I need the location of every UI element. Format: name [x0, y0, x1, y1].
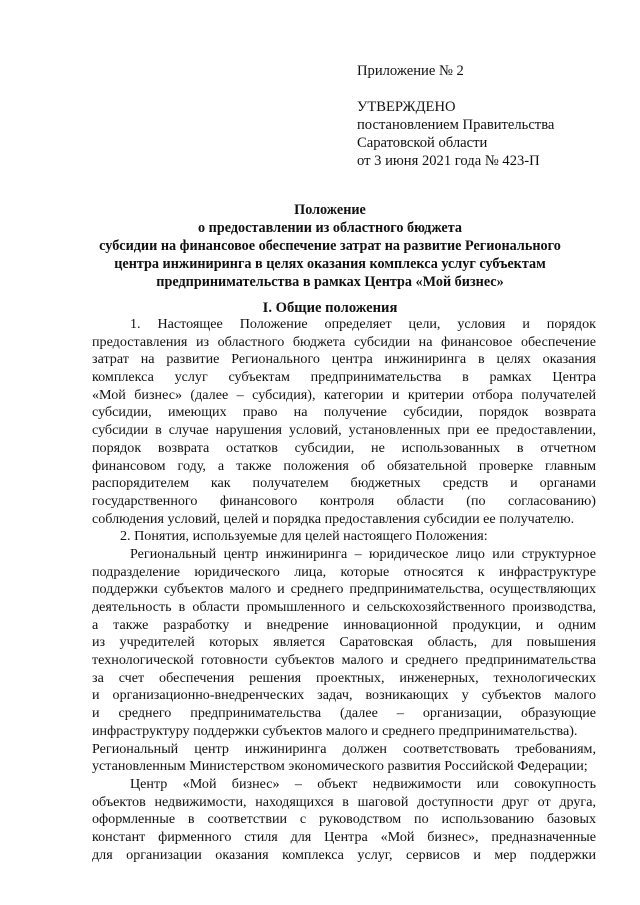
body-line: порядок возврата остатков субсидии, не использованных в отчетном — [92, 439, 596, 456]
title-line-1: Положение — [294, 202, 366, 218]
body-line: соблюдения условий, целей и порядка предоставления субсидии ее получателю. — [92, 510, 575, 527]
body-line: объектов недвижимости, находящихся в шаговой доступности друг от друга, — [92, 793, 596, 810]
body-line: и среднего предпринимательства (далее – организации, образующие — [92, 705, 596, 722]
document-title — [60, 201, 600, 291]
approval-line-2: Саратовской области — [357, 135, 488, 151]
approval-line-1: постановлением Правительства — [357, 117, 555, 133]
body-line: Региональный центр инжиниринга – юридическое лицо или структурное — [130, 545, 596, 562]
approval-spacer — [357, 80, 617, 98]
title-line-4: центра инжиниринга в целях оказания комплекса услуг субъектам — [114, 256, 546, 272]
approval-line-3: от 3 июня 2021 года № 423-П — [357, 153, 540, 169]
body-line: Центр «Мой бизнес» – объект недвижимости или совокупность — [130, 775, 596, 792]
title-line-5: предпринимательства в рамках Центра «Мой бизнес» — [156, 274, 504, 290]
body-line: комплекса услуг субъектам предпринимательства в рамках Центра — [92, 369, 596, 386]
body-line: установленным Министерством экономического развития Российской Федерации; — [92, 758, 588, 775]
body-line: распорядителем как получателем бюджетных средств и органами — [92, 475, 596, 492]
body-line: инфраструктуру поддержки субъектов малого и среднего предпринимательства). — [92, 722, 578, 739]
body-line: Региональный центр инжиниринга должен соответствовать требованиям, — [92, 740, 596, 757]
body-line: подразделение юридического лица, которые относятся к инфраструктуре — [92, 563, 596, 580]
body-line: а также разработку и внедрение инновационной продукции, и одним — [92, 616, 596, 633]
body-line: субсидии, имеющих право на получение субсидии, порядок возврата — [92, 404, 596, 421]
body-line: затрат на развитие Регионального центра инжиниринга в целях оказания — [92, 351, 596, 368]
body-line: «Мой бизнес» (далее – субсидия), категории и критерии отбора получателей — [92, 386, 596, 403]
body-line: предоставления из областного бюджета субсидии на финансовое обеспечение — [92, 333, 596, 350]
body-line: государственного финансового контроля области (по согласованию) — [92, 492, 596, 509]
body-line: 1. Настоящее Положение определяет цели, условия и порядок — [130, 316, 596, 332]
body-line: из учредителей которых является Саратовская область, для повышения — [92, 634, 596, 651]
approval-block — [357, 62, 617, 170]
body-line: констант фирменного стиля для Центра «Мой бизнес», предназначенные — [92, 828, 596, 845]
body-text — [92, 316, 596, 864]
body-line: для организации оказания комплекса услуг, сервисов и мер поддержки — [92, 846, 596, 863]
body-line: субсидии в случае нарушения условий, установленных при ее предоставлении, — [92, 422, 596, 439]
body-line: технологической готовности субъектов малого и среднего предпринимательства — [92, 652, 596, 669]
body-line: поддержки субъектов малого и среднего предпринимательства, осуществляющих — [92, 581, 596, 598]
body-line: и организационно-внедренческих задач, возникающих у субъектов малого — [92, 687, 596, 704]
body-line: 2. Понятия, используемые для целей настоящего Положения: — [120, 528, 488, 545]
appendix-number: Приложение № 2 — [357, 63, 464, 79]
body-line: финансовом году, а также положения об обязательной проверке главным — [92, 457, 596, 474]
section-heading: I. Общие положения — [262, 300, 398, 316]
body-line: деятельность в области промышленного и сельскохозяйственного производства, — [92, 599, 596, 615]
title-line-3: субсидии на финансовое обеспечение затрат на развитие Регионального — [99, 238, 561, 254]
title-line-2: о предоставлении из областного бюджета — [198, 220, 462, 236]
body-line: за счет обеспечения решения проектных, инженерных, технологических — [92, 669, 596, 686]
body-line: оформленные в соответствии с руководством по использованию базовых — [92, 811, 596, 828]
approved-stamp-text: УТВЕРЖДЕНО — [357, 99, 456, 115]
